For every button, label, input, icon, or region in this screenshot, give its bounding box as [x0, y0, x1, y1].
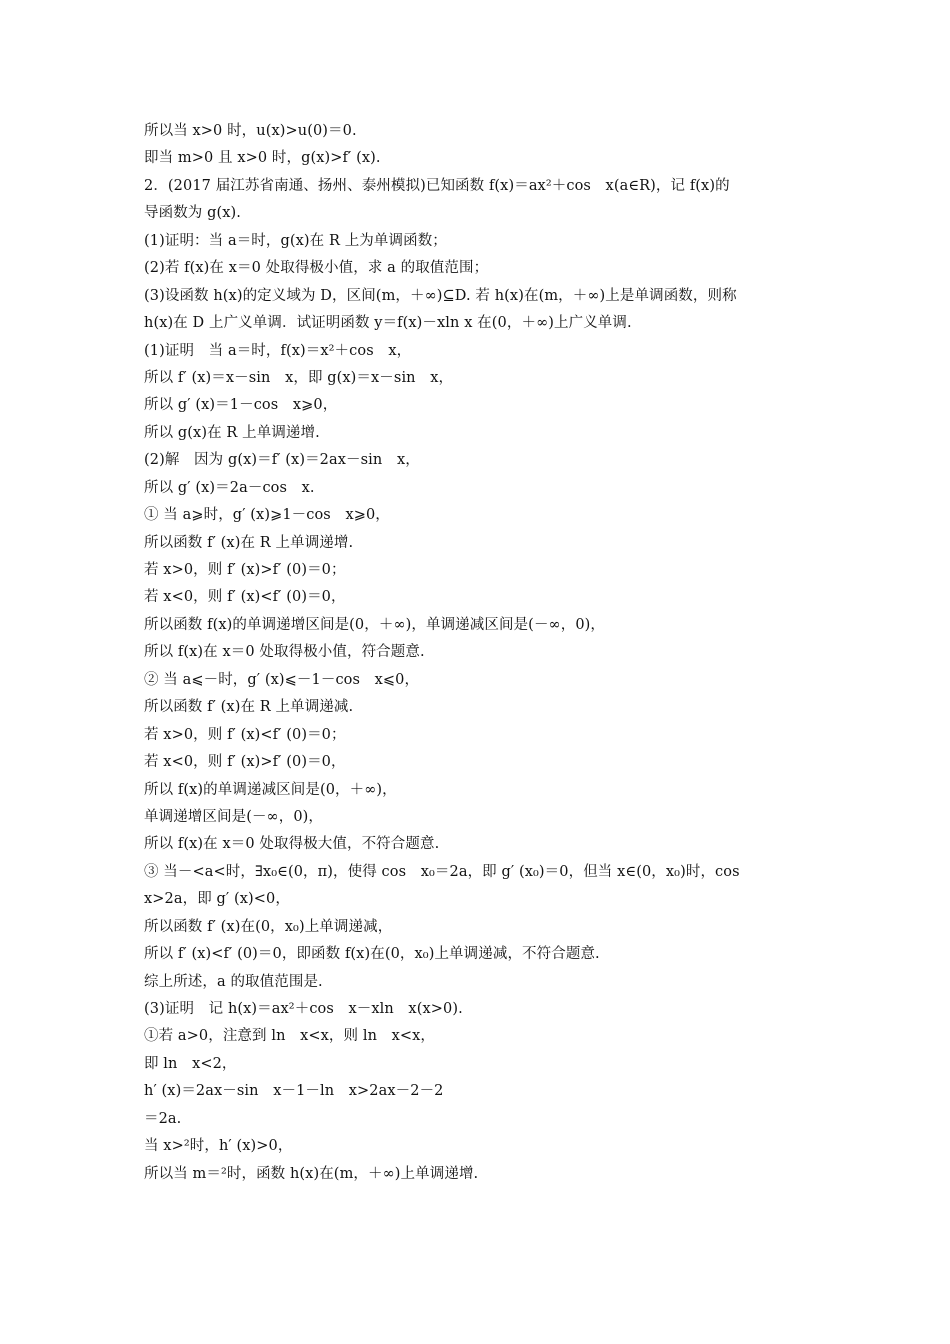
solution-line: 综上所述，a 的取值范围是. — [144, 973, 323, 990]
solution-line: 若 x>0，则 f′ (x)>f′ (0)＝0； — [144, 562, 346, 578]
solution-line: 单调递增区间是(－∞，0)， — [144, 808, 324, 825]
solution-line: 若 x<0，则 f′ (x)<f′ (0)＝0， — [144, 589, 346, 606]
solution-line: 即 ln x<2， — [144, 1055, 237, 1072]
solution-line: 当 x>²时，h′ (x)>0， — [144, 1138, 293, 1155]
solution-line: ③ 当－<a<时，∃x₀∈(0，π)，使得 cos x₀＝2a，即 g′ (x₀)＝0，但当 x∈(0，x₀)时，cos — [144, 863, 740, 880]
solution-line: 所以 f′ (x)<f′ (0)＝0，即函数 f(x)在(0，x₀)上单调递减，不符合题意. — [144, 946, 600, 963]
document-body — [144, 118, 809, 1188]
solution-line: (2)解 因为 g(x)＝f′ (x)＝2ax－sin x， — [144, 452, 420, 469]
solution-line: ①若 a>0，注意到 ln x<x，则 ln x<x， — [144, 1028, 436, 1045]
solution-line: 若 x<0，则 f′ (x)>f′ (0)＝0， — [144, 754, 346, 771]
solution-line: 所以 f(x)在 x＝0 处取得极大值，不符合题意. — [144, 836, 440, 853]
solution-line: ① 当 a⩾时，g′ (x)⩾1－cos x⩾0， — [144, 507, 390, 524]
solution-line: x>2a，即 g′ (x)<0， — [144, 891, 290, 908]
problem-statement-line: 2．(2017 届江苏省南通、扬州、泰州模拟)已知函数 f(x)＝ax²＋cos x(a∈R)，记 f(x)的 — [144, 177, 730, 194]
solution-line: 所以函数 f′ (x)在 R 上单调递减. — [144, 699, 354, 716]
solution-line: 所以函数 f(x)的单调递增区间是(0，＋∞)，单调递减区间是(－∞，0)， — [144, 616, 606, 633]
solution-line: 若 x>0，则 f′ (x)<f′ (0)＝0； — [144, 726, 346, 743]
solution-line: 所以函数 f′ (x)在(0，x₀)上单调递减， — [144, 918, 393, 935]
solution-line: 所以 g′ (x)＝1－cos x⩾0， — [144, 397, 338, 414]
solution-line: 所以 f(x)的单调递减区间是(0，＋∞)， — [144, 781, 397, 798]
text-line: 即当 m>0 且 x>0 时，g(x)>f′ (x). — [144, 150, 381, 167]
question-part-1: (1)证明：当 a＝时，g(x)在 R 上为单调函数； — [144, 232, 447, 249]
solution-line: 所以 f(x)在 x＝0 处取得极小值，符合题意. — [144, 644, 425, 661]
text-line: 所以当 x>0 时，u(x)>u(0)＝0. — [144, 123, 357, 139]
question-part-3: (3)设函数 h(x)的定义域为 D，区间(m，＋∞)⊆D. 若 h(x)在(m，＋∞)上是单调函数，则称 — [144, 287, 737, 304]
solution-line: h′ (x)＝2ax－sin x－1－ln x>2ax－2－2 — [144, 1083, 444, 1100]
question-part-2: (2)若 f(x)在 x＝0 处取得极小值，求 a 的取值范围； — [144, 260, 489, 277]
solution-line: 所以 g(x)在 R 上单调递增. — [144, 424, 320, 441]
solution-line: 所以 g′ (x)＝2a－cos x. — [144, 479, 315, 496]
solution-line: 所以当 m＝²时，函数 h(x)在(m，＋∞)上单调递增. — [144, 1165, 479, 1182]
solution-line: ② 当 a⩽－时，g′ (x)⩽－1－cos x⩽0， — [144, 671, 420, 688]
solution-line: ＝2a. — [144, 1110, 182, 1127]
solution-line: (3)证明 记 h(x)＝ax²＋cos x－xln x(x>0). — [144, 1001, 463, 1017]
solution-line: 所以函数 f′ (x)在 R 上单调递增. — [144, 534, 354, 551]
question-part-3: h(x)在 D 上广义单调．试证明函数 y＝f(x)－xln x 在(0，＋∞)上广义单调. — [144, 315, 632, 332]
solution-line: (1)证明 当 a＝时，f(x)＝x²＋cos x， — [144, 342, 412, 359]
problem-statement-line: 导函数为 g(x). — [144, 205, 241, 222]
solution-line: 所以 f′ (x)＝x－sin x，即 g(x)＝x－sin x， — [144, 369, 454, 386]
